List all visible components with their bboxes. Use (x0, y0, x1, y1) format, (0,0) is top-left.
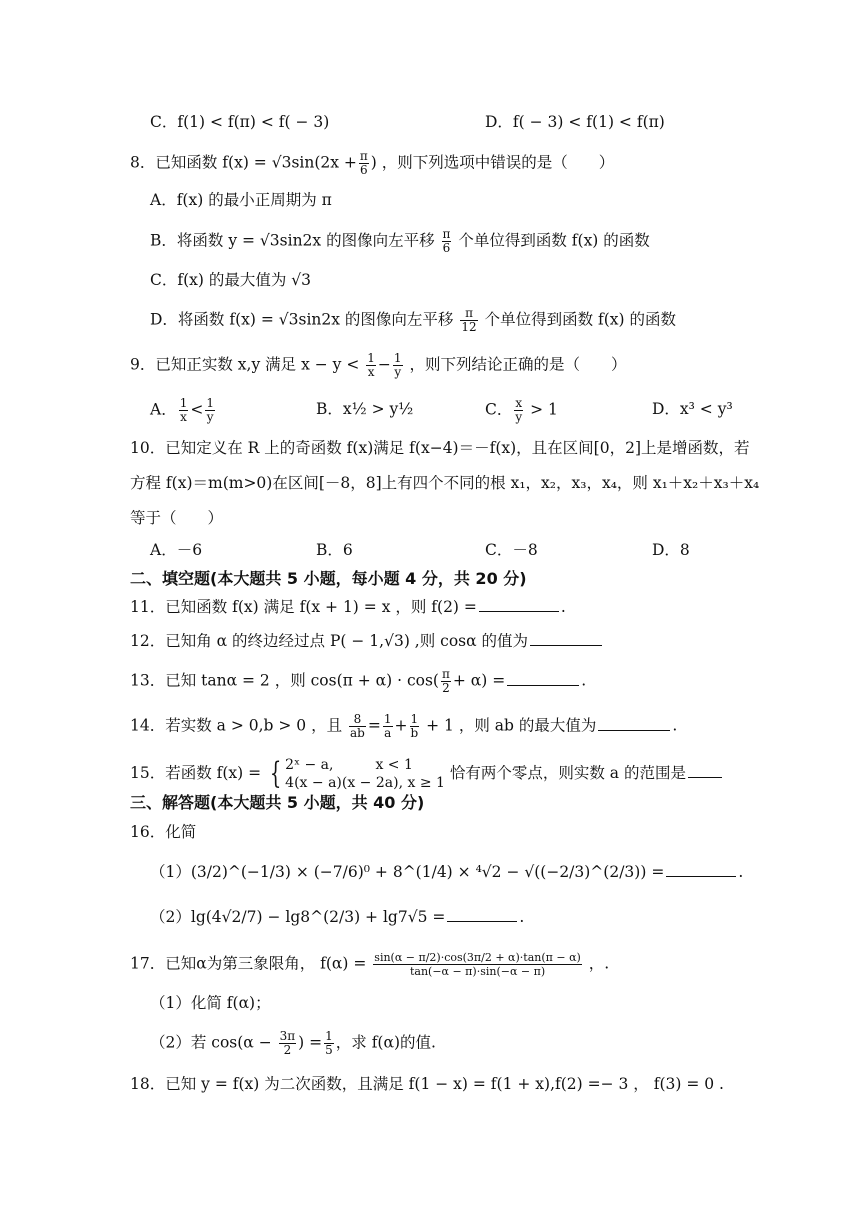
q14: 14．若实数 a > 0,b > 0 ，且 $\frac{8}{ab}$ = $\frac{1}{a}$ + $\frac{1}{b}$ + 1 ，则 ab 的最大值为 . (130, 712, 678, 740)
q9-stem: 9．已知正实数 x,y 满足 x − y < $\frac{1}{x}$ − $\frac{1}{y}$ ，则下列结论正确的是（ ） (130, 351, 627, 379)
q10-line-2: 方程 f(x)＝m(m>0)在区间[－8，8]上有四个不同的根 x₁，x₂，x₃，x₄，则 x₁＋x₂＋x₃＋x₄ (130, 474, 760, 492)
q8-option-d: D．将函数 f(x) = √3sin2x 的图像向左平移 $\frac{\pi}{12}$ 个单位得到函数 f(x) 的函数 (150, 306, 677, 334)
q11: 11．已知函数 f(x) 满足 f(x + 1) = x ，则 f(2) = . (130, 598, 566, 616)
q9-option-d: D．x³ < y³ (652, 400, 733, 418)
q16-part-1: （1）(3/2)^(−1/3) × (−7/6)⁰ + 8^(1/4) × ⁴√2 − √((−2/3)^(2/3)) = . (150, 863, 744, 881)
q9-option-c: C． $\frac{x}{y}$ > 1 (485, 396, 558, 424)
q12: 12．已知角 α 的终边经过点 P( − 1,√3) ,则 cosα 的值为 (130, 629, 604, 653)
q16-part-2: （2）lg(4√2/7) − lg8^(2/3) + lg7√5 = . (150, 908, 525, 926)
section-fill-in-heading: 二、填空题(本大题共 5 小题，每小题 4 分，共 20 分) (130, 569, 527, 588)
q16-title: 16．化简 (130, 823, 197, 841)
q10-option-c: C．－8 (485, 541, 538, 559)
q8-option-c: C．f(x) 的最大值为 √3 (150, 271, 312, 289)
q9-option-a: A． $\frac{1}{x}$ < $\frac{1}{y}$ (150, 396, 214, 424)
q8-stem: 8．已知函数 f(x) = √3sin(2x + $\frac{\pi}{6}$ ) ，则下列选项中错误的是（ ） (130, 149, 615, 177)
q10-option-a: A．－6 (150, 541, 203, 559)
q10-line-1: 10．已知定义在 R 上的奇函数 f(x)满足 f(x−4)＝－f(x)，且在区间[0，2]上是增函数，若 (130, 439, 750, 457)
q18-stem: 18．已知 y = f(x) 为二次函数，且满足 f(1 − x) = f(1 + x),f(2) =− 3 ， f(3) = 0 . (130, 1075, 724, 1093)
q10-option-d: D．8 (652, 541, 690, 559)
q8-option-a: A．f(x) 的最小正周期为 π (150, 191, 332, 209)
q8-option-b: B．将函数 y = √3sin2x 的图像向左平移 $\frac{\pi}{6}$ 个单位得到函数 f(x) 的函数 (150, 227, 650, 255)
q10-option-b: B．6 (316, 541, 353, 559)
q7-option-c: C．f(1) < f(π) < f( − 3) (150, 113, 330, 131)
q17-part-1: （1）化简 f(α)； (150, 994, 271, 1012)
q17-part-2: （2）若 cos(α − $\frac{3\pi}{2}$ ) = $\frac{1}{5}$ ，求 f(α)的值. (150, 1029, 436, 1057)
q15: 15．若函数 f(x) = { 2ˣ − a, x < 1 4(x − a)(x − 2a), x ≥ 1 恰有两个零点，则实数 a 的范围是 (130, 753, 724, 793)
q9-option-b: B．x½ > y½ (316, 400, 414, 418)
q10-line-3: 等于（ ） (130, 509, 224, 527)
q17-stem: 17．已知α为第三象限角， f(α) = $\frac{\sin(\alpha - \pi/2)\cdot\cos(3\pi/2 + \alpha)\cdot\tan(\pi - \alpha)}{\tan(-\alpha - \pi)\cdot\sin(-\alpha - \pi)}$ ，. (130, 951, 610, 978)
section-answer-heading: 三、解答题(本大题共 5 小题，共 40 分) (130, 793, 425, 812)
q7-option-d: D．f( − 3) < f(1) < f(π) (485, 113, 665, 131)
q13: 13．已知 tanα = 2 ，则 cos(π + α) · cos( $\frac{\pi}{2}$ + α) = . (130, 667, 587, 695)
